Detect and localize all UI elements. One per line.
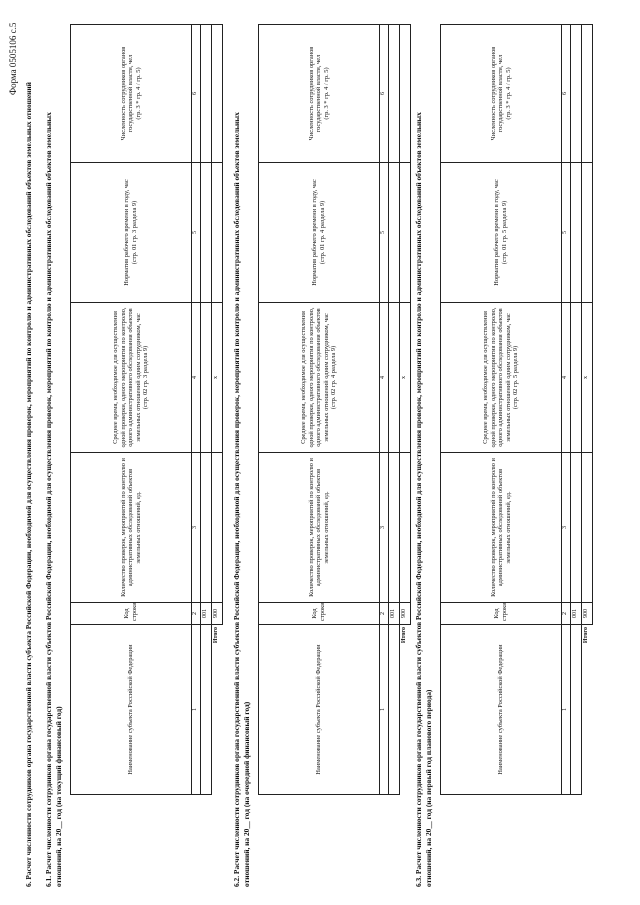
header-staff: Численность сотрудников органов государственной власти, чел (гр. 3 * гр. 4 / гр. 5)	[259, 25, 380, 163]
header-row-code: Код строки	[71, 603, 192, 625]
header-staff: Численность сотрудников органов государственной власти, чел (гр. 3 * гр. 4 / гр. 5)	[441, 25, 562, 163]
header-row-code: Код строки	[441, 603, 562, 625]
cell-row-code: 001	[201, 603, 212, 625]
total-count	[582, 453, 593, 603]
col-number: 1	[192, 625, 201, 795]
cell-count	[389, 453, 400, 603]
col-number: 6	[192, 25, 201, 163]
header-count: Количество проверок, мероприятий по контролю и административных обследований объектов земельных отношений, ед.	[71, 453, 192, 603]
total-label: Итого	[401, 627, 408, 644]
col-number: 6	[562, 25, 571, 163]
cell-staff	[201, 25, 212, 163]
section-period: отношений, на 20__ год (на текущий финансовый год)	[54, 706, 63, 887]
header-subject: Наименование субъекта Российской Федерации	[441, 625, 562, 795]
cell-count	[201, 453, 212, 603]
header-work-norm: Норматив рабочего времени в году, час (стр. 01 гр. 4 раздела 9)	[259, 163, 380, 303]
cell-avg-time	[389, 303, 400, 453]
total-code: 900	[400, 603, 411, 625]
cell-staff	[389, 25, 400, 163]
calc-table	[258, 24, 411, 795]
header-count: Количество проверок, мероприятий по контролю и административных обследований объектов земельных отношений, ед.	[259, 453, 380, 603]
section-period: отношений, на 20__ год (на первый год планового периода)	[424, 689, 433, 887]
cell-subject	[389, 625, 400, 795]
cell-count	[571, 453, 582, 603]
cell-avg-time	[201, 303, 212, 453]
header-subject: Наименование субъекта Российской Федерации	[71, 625, 192, 795]
section-title: 6.2. Расчет численности сотрудников органа государственной власти субъектов Российской Федерации, необходимой для осуществления проверок, мероприятий по контролю и административных обследований объектов земельных	[232, 112, 241, 887]
col-number: 6	[380, 25, 389, 163]
calc-table	[440, 24, 593, 795]
header-count: Количество проверок, мероприятий по контролю и административных обследований объектов земельных отношений, ед.	[441, 453, 562, 603]
header-avg-time: Среднее время, необходимое для осуществления одной проверки, одного мероприятия по контролю, одного административного обследования объектов земельных отношений одним сотрудником, час (стр. 02 гр. 4 раздела 9)	[259, 303, 380, 453]
calc-table	[70, 24, 223, 795]
total-staff	[212, 25, 223, 163]
total-work-norm	[212, 163, 223, 303]
cell-subject	[201, 625, 212, 795]
col-number: 2	[562, 603, 571, 625]
cell-work-norm	[201, 163, 212, 303]
total-staff	[582, 25, 593, 163]
col-number: 4	[192, 303, 201, 453]
col-number: 2	[380, 603, 389, 625]
col-number: 3	[192, 453, 201, 603]
col-number: 4	[562, 303, 571, 453]
form-number: Форма 0505106 с.5	[8, 22, 18, 95]
cell-row-code: 001	[571, 603, 582, 625]
header-row-code: Код строки	[259, 603, 380, 625]
total-x-mark: х	[400, 303, 411, 453]
total-x-mark: х	[212, 303, 223, 453]
col-number: 4	[380, 303, 389, 453]
main-heading: 6. Расчет численности сотрудников органа государственной власти субъекта Российской Федерации, необходимой для осуществления проверок, мероприятий по контролю и административных обследований объектов земельных отношений	[24, 82, 33, 887]
col-number: 5	[562, 163, 571, 303]
col-number: 1	[380, 625, 389, 795]
header-work-norm: Норматив рабочего времени в году, час (стр. 01 гр. 3 раздела 9)	[71, 163, 192, 303]
cell-work-norm	[389, 163, 400, 303]
total-x-mark: х	[582, 303, 593, 453]
section-title: 6.3. Расчет численности сотрудников органа государственной власти субъектов Российской Федерации, необходимой для осуществления проверок, мероприятий по контролю и административных обследований объектов земельных	[414, 112, 423, 887]
header-work-norm: Норматив рабочего времени в году, час (стр. 01 гр. 5 раздела 9)	[441, 163, 562, 303]
total-work-norm	[582, 163, 593, 303]
col-number: 3	[380, 453, 389, 603]
header-avg-time: Среднее время, необходимое для осуществления одной проверки, одного мероприятия по контролю, одного административного обследования объектов земельных отношений одним сотрудником, час (стр. 02 гр. 5 раздела 9)	[441, 303, 562, 453]
total-label: Итого	[583, 627, 590, 644]
total-count	[212, 453, 223, 603]
total-label: Итого	[213, 627, 220, 644]
cell-avg-time	[571, 303, 582, 453]
section-title: 6.1. Расчет численности сотрудников органа государственной власти субъектов Российской Федерации, необходимой для осуществления проверок, мероприятий по контролю и административных обследований объектов земельных	[44, 112, 53, 887]
total-code: 900	[582, 603, 593, 625]
total-staff	[400, 25, 411, 163]
col-number: 1	[562, 625, 571, 795]
col-number: 3	[562, 453, 571, 603]
col-number: 5	[192, 163, 201, 303]
total-work-norm	[400, 163, 411, 303]
total-count	[400, 453, 411, 603]
header-subject: Наименование субъекта Российской Федерации	[259, 625, 380, 795]
cell-staff	[571, 25, 582, 163]
cell-row-code: 001	[389, 603, 400, 625]
total-code: 900	[212, 603, 223, 625]
header-avg-time: Среднее время, необходимое для осуществления одной проверки, одного мероприятия по контролю, одного административного обследования объектов земельных отношений одним сотрудником, час (стр. 02 гр. 3 раздела 9)	[71, 303, 192, 453]
header-staff: Численность сотрудников органов государственной власти, чел (гр. 3 * гр. 4 / гр. 5)	[71, 25, 192, 163]
cell-work-norm	[571, 163, 582, 303]
col-number: 2	[192, 603, 201, 625]
cell-subject	[571, 625, 582, 795]
section-period: отношений, на 20__ год (на очередной финансовый год)	[242, 701, 251, 887]
col-number: 5	[380, 163, 389, 303]
